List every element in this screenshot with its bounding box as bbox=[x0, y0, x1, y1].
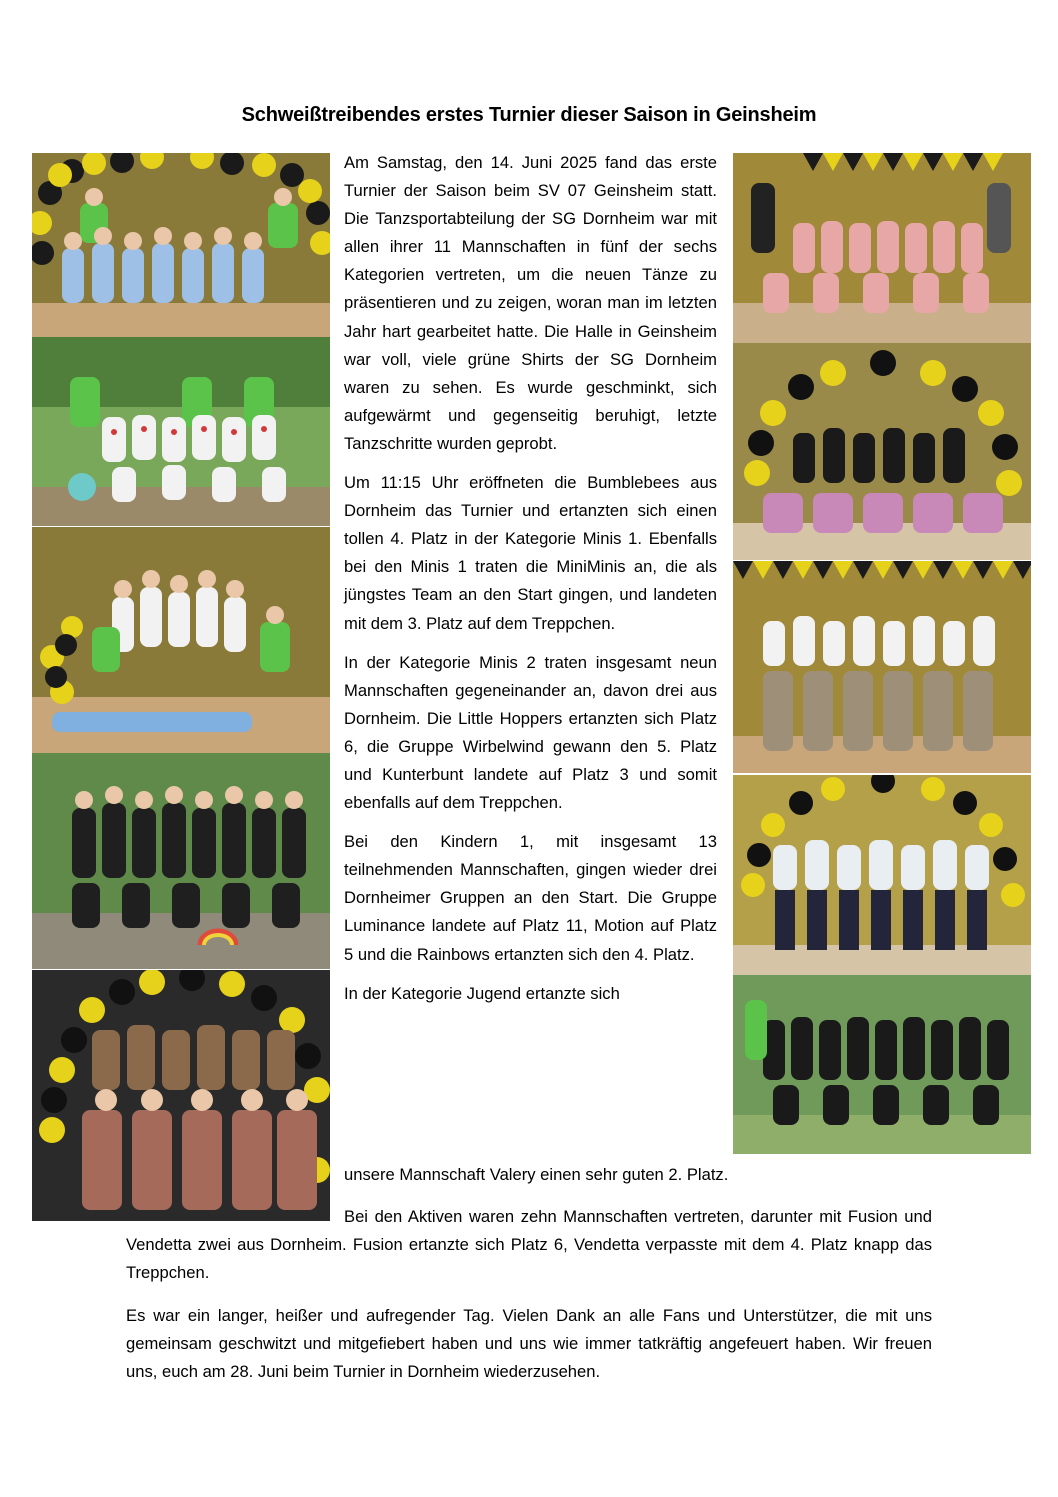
paragraph-jugend-end: unsere Mannschaft Valery einen sehr guten 2. Platz. bbox=[344, 1165, 729, 1184]
photo-team-hall-cheering bbox=[32, 527, 330, 753]
paragraph-closing: Es war ein langer, heißer und aufregender Tag. Vielen Dank an alle Fans und Unterstützer, die mit uns gemeinsam geschwitzt und mitgefiebert haben und uns wie immer tatkräftig angefeuert haben. Wir freuen uns, euch am 28. Juni beim Turnier in Dornheim wiederzusehen. bbox=[126, 1306, 932, 1382]
photo-little-hoppers-hall bbox=[733, 153, 1031, 343]
photo-rainbows-outdoor bbox=[733, 975, 1031, 1154]
photo-bumblebees-team bbox=[32, 153, 330, 337]
photo-motion-balloon-arch bbox=[733, 775, 1031, 975]
photo-miniminis-outdoor bbox=[32, 337, 330, 526]
article-title: Schweißtreibendes erstes Turnier dieser Saison in Geinsheim bbox=[241, 104, 817, 126]
paragraph-aktive-wrapper bbox=[126, 1203, 932, 1287]
paragraph-jugend-start: In der Kategorie Jugend ertanzte sich bbox=[344, 983, 620, 1003]
article-body-column bbox=[344, 149, 717, 1008]
paragraph-tournament-intro: Am Samstag, den 14. Juni 2025 fand das erste Turnier der Saison beim SV 07 Geinsheim statt. Die Tanzsportabteilung der SG Dornheim war mit allen ihrer 11 Mannschaften in fünf der sechs Kategorien vertreten, um die neuen Tänze zu präsentieren und zu zeigen, woran man im letzten Jahr hart gearbeitet hatte. Die Halle in Geinsheim war voll, viele grüne Shirts der SG Dornheim waren zu sehen. Es wurde geschminkt, sich aufgewärmt und gegenseitig beruhigt, letzte Tanzschritte wurden geprobt. bbox=[344, 153, 717, 453]
photo-valery-balloon-arch bbox=[32, 970, 330, 1221]
photo-kunterbunt-outdoor bbox=[32, 753, 330, 969]
paragraph-aktive: Bei den Aktiven waren zehn Mannschaften vertreten, darunter mit Fusion und Vendetta zwei aus Dornheim. Fusion ertanzte sich Platz 6, Vendetta verpasste mit dem 4. Platz knapp das Treppchen. bbox=[126, 1207, 932, 1283]
paragraph-minis-2: In der Kategorie Minis 2 traten insgesamt neun Mannschaften gegeneinander an, davon drei aus Dornheim. Die Little Hoppers ertanzten sich Platz 6, die Gruppe Wirbelwind gewann den 5. Platz und Kunterbunt landete auf Platz 3 und somit ebenfalls auf dem Treppchen. bbox=[344, 652, 717, 813]
photo-wirbelwind-balloon-arch bbox=[733, 343, 1031, 560]
photo-luminance-hall bbox=[733, 561, 1031, 773]
paragraph-kinder-1: Bei den Kindern 1, mit insgesamt 13 teilnehmenden Mannschaften, gingen wieder drei Dornheimer Gruppen an den Start. Die Gruppe Luminance landete auf Platz 11, Motion auf Platz 5 und die Rainbows ertanzten sich den 4. Platz. bbox=[344, 832, 717, 964]
paragraph-minis-1: Um 11:15 Uhr eröffneten die Bumblebees aus Dornheim das Turnier und ertanzten sich einen tollen 4. Platz in der Kategorie Minis 1. Ebenfalls bei den Minis 1 traten die MiniMinis an, die als jüngstes Team an den Start gingen, und landeten mit dem 3. Platz auf dem Treppchen. bbox=[344, 473, 717, 633]
